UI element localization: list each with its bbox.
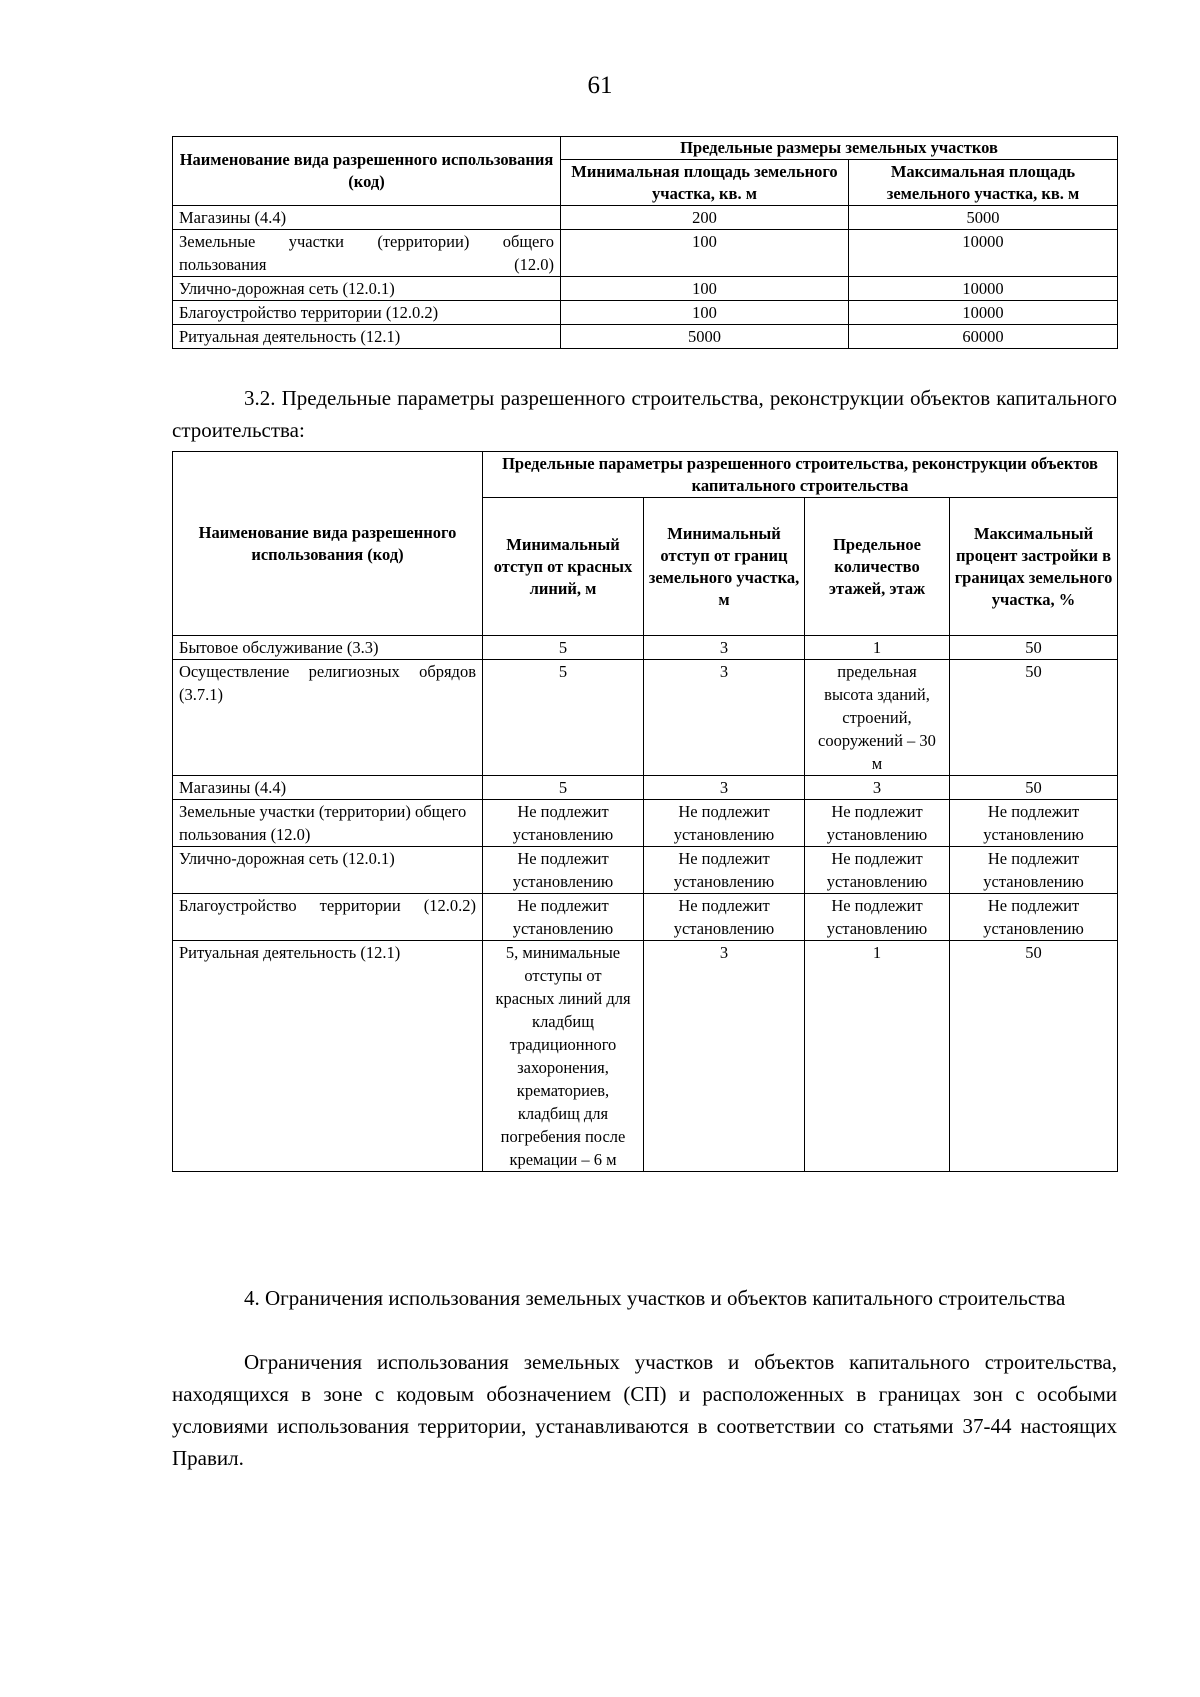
row-name: Бытовое обслуживание (3.3) xyxy=(173,636,483,660)
row-name: Благоустройство территории (12.0.2) xyxy=(173,301,561,325)
row-red-line-setback: 5 xyxy=(483,776,644,800)
row-min-area: 200 xyxy=(561,206,849,230)
row-min-area: 5000 xyxy=(561,325,849,349)
row-name: Земельные участки (территории) общего пользования (12.0) xyxy=(173,230,561,277)
table-row xyxy=(173,800,1118,847)
table2-name-header: Наименование вида разрешенного использования (код) xyxy=(173,452,483,636)
row-coverage: Не подлежит установлению xyxy=(950,847,1118,894)
row-red-line-setback: Не подлежит установлению xyxy=(483,800,644,847)
table1-min-header: Минимальная площадь земельного участка, кв. м xyxy=(561,160,849,206)
row-floors: Не подлежит установлению xyxy=(805,894,950,941)
row-red-line-setback: 5, минимальные отступы от красных линий для кладбищ традиционного захоронения, крематориев, кладбищ для погребения после кремации – 6 м xyxy=(483,941,644,1172)
table1-group-header: Предельные размеры земельных участков xyxy=(561,137,1118,160)
table2-red-line-setback-header: Минимальный отступ от красных линий, м xyxy=(483,498,644,636)
row-floors: 1 xyxy=(805,636,950,660)
row-red-line-setback: Не подлежит установлению xyxy=(483,894,644,941)
table2-coverage-header: Максимальный процент застройки в границах земельного участка, % xyxy=(950,498,1118,636)
table-row xyxy=(173,636,1118,660)
row-boundary-setback: 3 xyxy=(644,776,805,800)
row-coverage: 50 xyxy=(950,636,1118,660)
row-name: Осуществление религиозных обрядов (3.7.1) xyxy=(173,660,483,776)
section-4-heading: 4. Ограничения использования земельных участков и объектов капитального строительства xyxy=(244,1286,1066,1310)
row-coverage: Не подлежит установлению xyxy=(950,800,1118,847)
table-row xyxy=(173,325,1118,349)
row-coverage: Не подлежит установлению xyxy=(950,894,1118,941)
row-name: Улично-дорожная сеть (12.0.1) xyxy=(173,277,561,301)
row-boundary-setback: 3 xyxy=(644,660,805,776)
table-row xyxy=(173,660,1118,776)
table-row xyxy=(173,776,1118,800)
row-floors: предельная высота зданий, строений, сооружений – 30 м xyxy=(805,660,950,776)
row-min-area: 100 xyxy=(561,230,849,277)
section-4-paragraph: Ограничения использования земельных участков и объектов капитального строительства, находящихся в зоне с кодовым обозначением (СП) и расположенных в границах зон с особыми условиями использования территории, устанавливаются в соответствии со статьями 37-44 настоящих Правил. xyxy=(172,1350,1117,1470)
table1-name-header: Наименование вида разрешенного использования (код) xyxy=(173,137,561,206)
table-row xyxy=(173,230,1118,277)
section-3-2-paragraph: 3.2. Предельные параметры разрешенного строительства, реконструкции объектов капитального строительства: xyxy=(172,386,1117,442)
row-boundary-setback: Не подлежит установлению xyxy=(644,894,805,941)
table-row xyxy=(173,206,1118,230)
row-red-line-setback: Не подлежит установлению xyxy=(483,847,644,894)
row-name: Улично-дорожная сеть (12.0.1) xyxy=(173,847,483,894)
row-floors: 3 xyxy=(805,776,950,800)
row-name: Земельные участки (территории) общего пользования (12.0) xyxy=(173,800,483,847)
row-name: Ритуальная деятельность (12.1) xyxy=(173,325,561,349)
row-coverage: 50 xyxy=(950,660,1118,776)
row-red-line-setback: 5 xyxy=(483,636,644,660)
row-boundary-setback: Не подлежит установлению xyxy=(644,800,805,847)
row-max-area: 5000 xyxy=(849,206,1118,230)
row-max-area: 10000 xyxy=(849,230,1118,277)
row-min-area: 100 xyxy=(561,301,849,325)
table1-max-header: Максимальная площадь земельного участка, кв. м xyxy=(849,160,1118,206)
row-coverage: 50 xyxy=(950,776,1118,800)
table-row xyxy=(173,941,1118,1172)
row-min-area: 100 xyxy=(561,277,849,301)
row-floors: Не подлежит установлению xyxy=(805,847,950,894)
row-boundary-setback: 3 xyxy=(644,941,805,1172)
table-row xyxy=(173,894,1118,941)
page-number: 61 xyxy=(587,72,613,99)
row-red-line-setback: 5 xyxy=(483,660,644,776)
row-max-area: 10000 xyxy=(849,277,1118,301)
table-row xyxy=(173,847,1118,894)
construction-parameters-table xyxy=(172,451,1118,1172)
row-floors: Не подлежит установлению xyxy=(805,800,950,847)
row-max-area: 60000 xyxy=(849,325,1118,349)
row-name: Ритуальная деятельность (12.1) xyxy=(173,941,483,1172)
table-row xyxy=(173,301,1118,325)
table2-boundary-setback-header: Минимальный отступ от границ земельного участка, м xyxy=(644,498,805,636)
row-max-area: 10000 xyxy=(849,301,1118,325)
row-name: Магазины (4.4) xyxy=(173,206,561,230)
row-boundary-setback: Не подлежит установлению xyxy=(644,847,805,894)
row-boundary-setback: 3 xyxy=(644,636,805,660)
row-coverage: 50 xyxy=(950,941,1118,1172)
table-row xyxy=(173,277,1118,301)
row-name: Магазины (4.4) xyxy=(173,776,483,800)
row-floors: 1 xyxy=(805,941,950,1172)
table2-group-header: Предельные параметры разрешенного строительства, реконструкции объектов капитального строительства xyxy=(483,452,1118,498)
table2-floors-header: Предельное количество этажей, этаж xyxy=(805,498,950,636)
row-name: Благоустройство территории (12.0.2) xyxy=(173,894,483,941)
land-plot-size-table xyxy=(172,136,1118,349)
